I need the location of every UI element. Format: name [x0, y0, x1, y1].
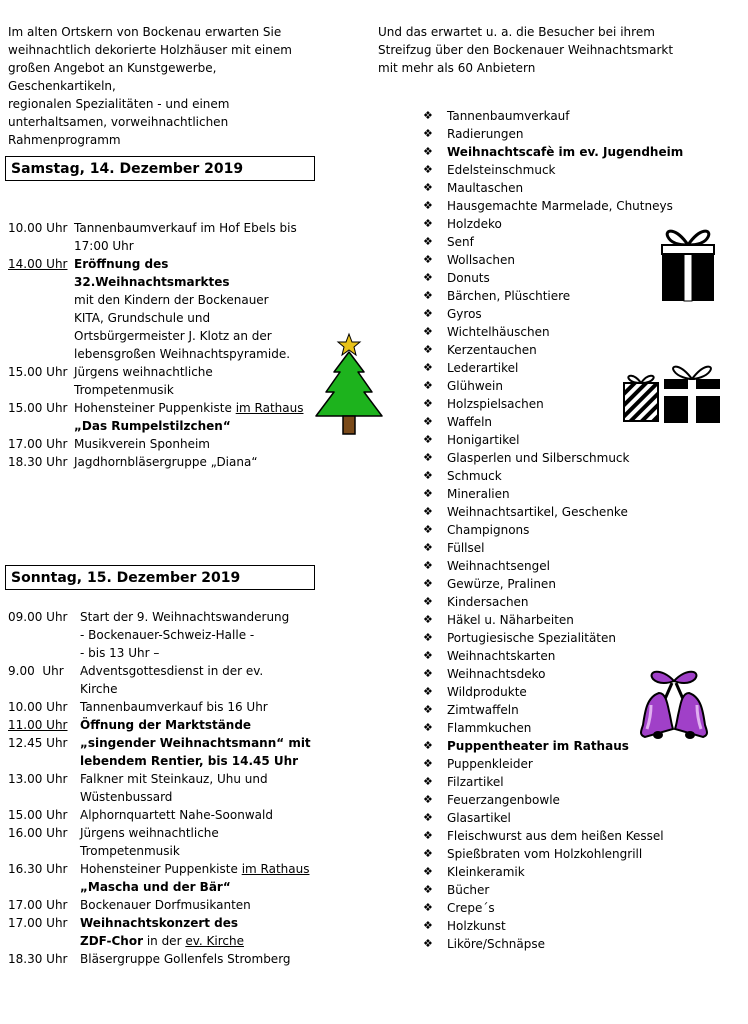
bullet-icon: ❖	[423, 757, 433, 770]
vendor-item	[423, 755, 683, 773]
time-label: 09.00 Uhr	[8, 610, 68, 624]
time-label: 16.00 Uhr	[8, 826, 68, 840]
schedule-row	[8, 770, 268, 788]
bullet-icon: ❖	[423, 253, 433, 266]
vendor-label: Kindersachen	[447, 595, 529, 609]
bullet-icon: ❖	[423, 541, 433, 554]
event-continuation: - bis 13 Uhr –	[80, 646, 160, 660]
bullet-icon: ❖	[423, 829, 433, 842]
vendor-item	[423, 251, 683, 269]
vendor-item	[423, 935, 683, 953]
gift-box-icon	[656, 223, 720, 305]
vendor-label: Holzspielsachen	[447, 397, 544, 411]
bullet-icon: ❖	[423, 685, 433, 698]
bullet-icon: ❖	[423, 595, 433, 608]
vendor-label: Maultaschen	[447, 181, 524, 195]
venue-link: ev. Kirche	[185, 934, 244, 948]
bullet-icon: ❖	[423, 307, 433, 320]
schedule-row	[8, 734, 311, 752]
intro-right	[378, 23, 678, 77]
event-text: Bläsergruppe Gollenfels Stromberg	[80, 952, 291, 966]
vendor-item	[423, 107, 683, 125]
vendor-label: Gyros	[447, 307, 482, 321]
schedule-row	[8, 860, 309, 878]
vendor-item	[423, 161, 683, 179]
event-text: Musikverein Sponheim	[74, 437, 210, 451]
vendor-label: Glasartikel	[447, 811, 511, 825]
bullet-icon: ❖	[423, 523, 433, 536]
vendor-label: Radierungen	[447, 127, 524, 141]
schedule-row	[8, 435, 210, 453]
vendor-item	[423, 197, 683, 215]
vendor-item	[423, 323, 683, 341]
schedule-row	[8, 950, 291, 968]
time-label: 11.00 Uhr	[8, 718, 68, 732]
event-continuation: - Bockenauer-Schweiz-Halle -	[80, 628, 255, 642]
christmas-tree-icon	[312, 332, 386, 438]
vendor-list	[423, 107, 683, 953]
bullet-icon: ❖	[423, 865, 433, 878]
event-text: Öffnung der Marktstände	[80, 718, 252, 732]
vendor-label: Füllsel	[447, 541, 485, 555]
vendor-label: Senf	[447, 235, 474, 249]
bullet-icon: ❖	[423, 235, 433, 248]
vendor-label: Edelsteinschmuck	[447, 163, 556, 177]
time-label: 17.00 Uhr	[8, 898, 68, 912]
vendor-item	[423, 485, 683, 503]
bullet-icon: ❖	[423, 811, 433, 824]
bullet-icon: ❖	[423, 883, 433, 896]
bullet-icon: ❖	[423, 217, 433, 230]
vendor-label: Glasperlen und Silberschmuck	[447, 451, 630, 465]
schedule-row	[8, 716, 251, 734]
intro-left	[8, 23, 313, 149]
vendor-label: Schmuck	[447, 469, 502, 483]
bullet-icon: ❖	[423, 559, 433, 572]
bullet-icon: ❖	[423, 379, 433, 392]
schedule-row	[8, 399, 303, 417]
bullet-icon: ❖	[423, 181, 433, 194]
vendor-item	[423, 575, 683, 593]
schedule-row	[8, 662, 263, 680]
vendor-item	[423, 503, 683, 521]
vendor-label: Weihnachtskarten	[447, 649, 556, 663]
event-text: Weihnachtskonzert des	[80, 916, 239, 930]
vendor-label: Gewürze, Pralinen	[447, 577, 556, 591]
bullet-icon: ❖	[423, 793, 433, 806]
vendor-item	[423, 593, 683, 611]
vendor-label: Holzkunst	[447, 919, 506, 933]
venue-link: im Rathaus	[235, 401, 304, 415]
vendor-label: Kleinkeramik	[447, 865, 525, 879]
intro-line: regionalen Spezialitäten - und einem	[8, 97, 230, 111]
bullet-icon: ❖	[423, 667, 433, 680]
bells-icon	[637, 665, 711, 745]
bullet-icon: ❖	[423, 451, 433, 464]
event-continuation: „Mascha und der Bär“	[80, 880, 231, 894]
event-continuation: lebendem Rentier, bis 14.45 Uhr	[80, 754, 299, 768]
vendor-label: Mineralien	[447, 487, 510, 501]
bullet-icon: ❖	[423, 901, 433, 914]
event-continuation: KITA, Grundschule und	[74, 311, 211, 325]
vendor-item	[423, 881, 683, 899]
intro-line: weihnachtlich dekorierte Holzhäuser mit einem	[8, 43, 292, 57]
vendor-item	[423, 899, 683, 917]
vendor-item	[423, 557, 683, 575]
bullet-icon: ❖	[423, 109, 433, 122]
vendor-label: Puppentheater im Rathaus	[447, 739, 629, 753]
intro-line: Und das erwartet u. a. die Besucher bei ihrem	[378, 25, 655, 39]
bullet-icon: ❖	[423, 289, 433, 302]
vendor-label: Wildprodukte	[447, 685, 527, 699]
schedule-row	[8, 608, 289, 626]
event-text: Hohensteiner Puppenkiste	[74, 401, 232, 415]
time-label: 10.00 Uhr	[8, 221, 68, 235]
vendor-item	[423, 143, 683, 161]
intro-line: Im alten Ortskern von Bockenau erwarten Sie	[8, 25, 282, 39]
time-label: 12.45 Uhr	[8, 736, 68, 750]
event-continuation: Ortsbürgermeister J. Klotz an der	[74, 329, 272, 343]
vendor-label: Weihnachtscafè im ev. Jugendheim	[447, 145, 684, 159]
vendor-label: Tannenbaumverkauf	[447, 109, 570, 123]
event-text: Jürgens weihnachtliche	[80, 826, 219, 840]
time-label: 17.00 Uhr	[8, 437, 68, 451]
event-continuation	[80, 932, 244, 950]
time-label: 18.30 Uhr	[8, 455, 68, 469]
vendor-label: Bärchen, Plüschtiere	[447, 289, 571, 303]
time-label: 13.00 Uhr	[8, 772, 68, 786]
bullet-icon: ❖	[423, 343, 433, 356]
event-text: „singender Weihnachtsmann“ mit	[80, 736, 311, 750]
intro-line: unterhaltsamen, vorweihnachtlichen	[8, 115, 229, 129]
vendor-item	[423, 431, 683, 449]
schedule-row	[8, 896, 251, 914]
event-continuation: 17:00 Uhr	[74, 239, 134, 253]
time-label: 10.00 Uhr	[8, 700, 68, 714]
bullet-icon: ❖	[423, 577, 433, 590]
vendor-label: Filzartikel	[447, 775, 504, 789]
event-text: Falkner mit Steinkauz, Uhu und	[80, 772, 268, 786]
vendor-label: Spießbraten vom Holzkohlengrill	[447, 847, 643, 861]
bullet-icon: ❖	[423, 937, 433, 950]
bullet-icon: ❖	[423, 325, 433, 338]
event-continuation: Kirche	[80, 682, 118, 696]
event-continuation: lebensgroßen Weihnachtspyramide.	[74, 347, 291, 361]
schedule-row	[8, 363, 213, 381]
schedule-row	[8, 255, 168, 273]
time-label: 17.00 Uhr	[8, 916, 68, 930]
event-continuation: 32.Weihnachtsmarktes	[74, 275, 230, 289]
intro-line: großen Angebot an Kunstgewerbe, Geschenkartikeln,	[8, 61, 217, 93]
event-text: Hohensteiner Puppenkiste	[80, 862, 238, 876]
vendor-label: Waffeln	[447, 415, 493, 429]
schedule-row	[8, 698, 268, 716]
bullet-icon: ❖	[423, 721, 433, 734]
vendor-label: Champignons	[447, 523, 530, 537]
vendor-label: Weihnachtsdeko	[447, 667, 546, 681]
event-text: Eröffnung des	[74, 257, 169, 271]
bullet-icon: ❖	[423, 505, 433, 518]
bullet-icon: ❖	[423, 739, 433, 752]
bullet-icon: ❖	[423, 145, 433, 158]
time-label: 18.30 Uhr	[8, 952, 68, 966]
event-text: Jagdhornbläsergruppe „Diana“	[74, 455, 258, 469]
time-label: 9.00 Uhr	[8, 664, 64, 678]
bullet-icon: ❖	[423, 487, 433, 500]
vendor-label: Wollsachen	[447, 253, 515, 267]
intro-line: Streifzug über den Bockenauer Weihnachtsmarkt	[378, 43, 674, 57]
schedule-row	[8, 453, 258, 471]
vendor-item	[423, 467, 683, 485]
bullet-icon: ❖	[423, 163, 433, 176]
time-label: 16.30 Uhr	[8, 862, 68, 876]
vendor-label: Kerzentauchen	[447, 343, 537, 357]
gift-boxes-icon	[620, 361, 724, 425]
bullet-icon: ❖	[423, 361, 433, 374]
bullet-icon: ❖	[423, 775, 433, 788]
vendor-label: Flammkuchen	[447, 721, 532, 735]
vendor-label: Hausgemachte Marmelade, Chutneys	[447, 199, 673, 213]
vendor-item	[423, 629, 683, 647]
time-label: 15.00 Uhr	[8, 365, 68, 379]
vendor-label: Crepe´s	[447, 901, 495, 915]
vendor-label: Fleischwurst aus dem heißen Kessel	[447, 829, 664, 843]
vendor-item	[423, 125, 683, 143]
vendor-label: Bücher	[447, 883, 490, 897]
vendor-item	[423, 449, 683, 467]
vendor-label: Häkel u. Näharbeiten	[447, 613, 574, 627]
event-continuation: Trompetenmusik	[74, 383, 174, 397]
schedule-row	[8, 806, 273, 824]
vendor-item	[423, 233, 683, 251]
vendor-label: Feuerzangenbowle	[447, 793, 560, 807]
vendor-item	[423, 287, 683, 305]
vendor-item	[423, 863, 683, 881]
venue-link: im Rathaus	[241, 862, 310, 876]
time-label: 15.00 Uhr	[8, 808, 68, 822]
vendor-item	[423, 215, 683, 233]
vendor-item	[423, 647, 683, 665]
event-text: Alphornquartett Nahe-Soonwald	[80, 808, 273, 822]
event-text: Tannenbaumverkauf bis 16 Uhr	[80, 700, 268, 714]
event-text: Tannenbaumverkauf im Hof Ebels bis	[74, 221, 297, 235]
vendor-item	[423, 305, 683, 323]
sunday-heading: Sonntag, 15. Dezember 2019	[5, 565, 315, 590]
bullet-icon: ❖	[423, 469, 433, 482]
vendor-item	[423, 611, 683, 629]
schedule-row	[8, 824, 219, 842]
intro-line: mit mehr als 60 Anbietern	[378, 61, 536, 75]
vendor-item	[423, 269, 683, 287]
bullet-icon: ❖	[423, 649, 433, 662]
vendor-item	[423, 539, 683, 557]
vendor-label: Lederartikel	[447, 361, 519, 375]
intro-line: Rahmenprogramm	[8, 133, 121, 147]
event-continuation: Wüstenbussard	[80, 790, 173, 804]
vendor-item	[423, 791, 683, 809]
vendor-item	[423, 341, 683, 359]
vendor-label: Portugiesische Spezialitäten	[447, 631, 616, 645]
event-text: Adventsgottesdienst in der ev.	[80, 664, 264, 678]
event-continuation: mit den Kindern der Bockenauer	[74, 293, 269, 307]
event-text: Bockenauer Dorfmusikanten	[80, 898, 251, 912]
bullet-icon: ❖	[423, 847, 433, 860]
vendor-item	[423, 809, 683, 827]
bullet-icon: ❖	[423, 613, 433, 626]
time-label: 15.00 Uhr	[8, 401, 68, 415]
vendor-label: Wichtelhäuschen	[447, 325, 550, 339]
vendor-label: Liköre/Schnäpse	[447, 937, 546, 951]
bullet-icon: ❖	[423, 415, 433, 428]
bullet-icon: ❖	[423, 919, 433, 932]
event-text: in der	[146, 934, 182, 948]
bullet-icon: ❖	[423, 271, 433, 284]
vendor-item	[423, 521, 683, 539]
vendor-label: Honigartikel	[447, 433, 520, 447]
vendor-label: Weihnachtsartikel, Geschenke	[447, 505, 628, 519]
event-text: Start der 9. Weihnachtswanderung	[80, 610, 290, 624]
vendor-label: Donuts	[447, 271, 490, 285]
vendor-item	[423, 773, 683, 791]
vendor-label: Puppenkleider	[447, 757, 533, 771]
event-continuation: Trompetenmusik	[80, 844, 180, 858]
vendor-item	[423, 845, 683, 863]
event-continuation: „Das Rumpelstilzchen“	[74, 419, 231, 433]
schedule-row	[8, 219, 297, 237]
vendor-item	[423, 179, 683, 197]
choir-name: ZDF-Chor	[80, 934, 143, 948]
bullet-icon: ❖	[423, 397, 433, 410]
vendor-item	[423, 827, 683, 845]
vendor-item	[423, 917, 683, 935]
bullet-icon: ❖	[423, 703, 433, 716]
bullet-icon: ❖	[423, 433, 433, 446]
bullet-icon: ❖	[423, 127, 433, 140]
schedule-row	[8, 914, 238, 932]
vendor-label: Holzdeko	[447, 217, 502, 231]
bullet-icon: ❖	[423, 631, 433, 644]
time-label: 14.00 Uhr	[8, 257, 68, 271]
bullet-icon: ❖	[423, 199, 433, 212]
event-text: Jürgens weihnachtliche	[74, 365, 213, 379]
saturday-heading: Samstag, 14. Dezember 2019	[5, 156, 315, 181]
vendor-label: Weihnachtsengel	[447, 559, 550, 573]
vendor-label: Zimtwaffeln	[447, 703, 519, 717]
vendor-label: Glühwein	[447, 379, 503, 393]
